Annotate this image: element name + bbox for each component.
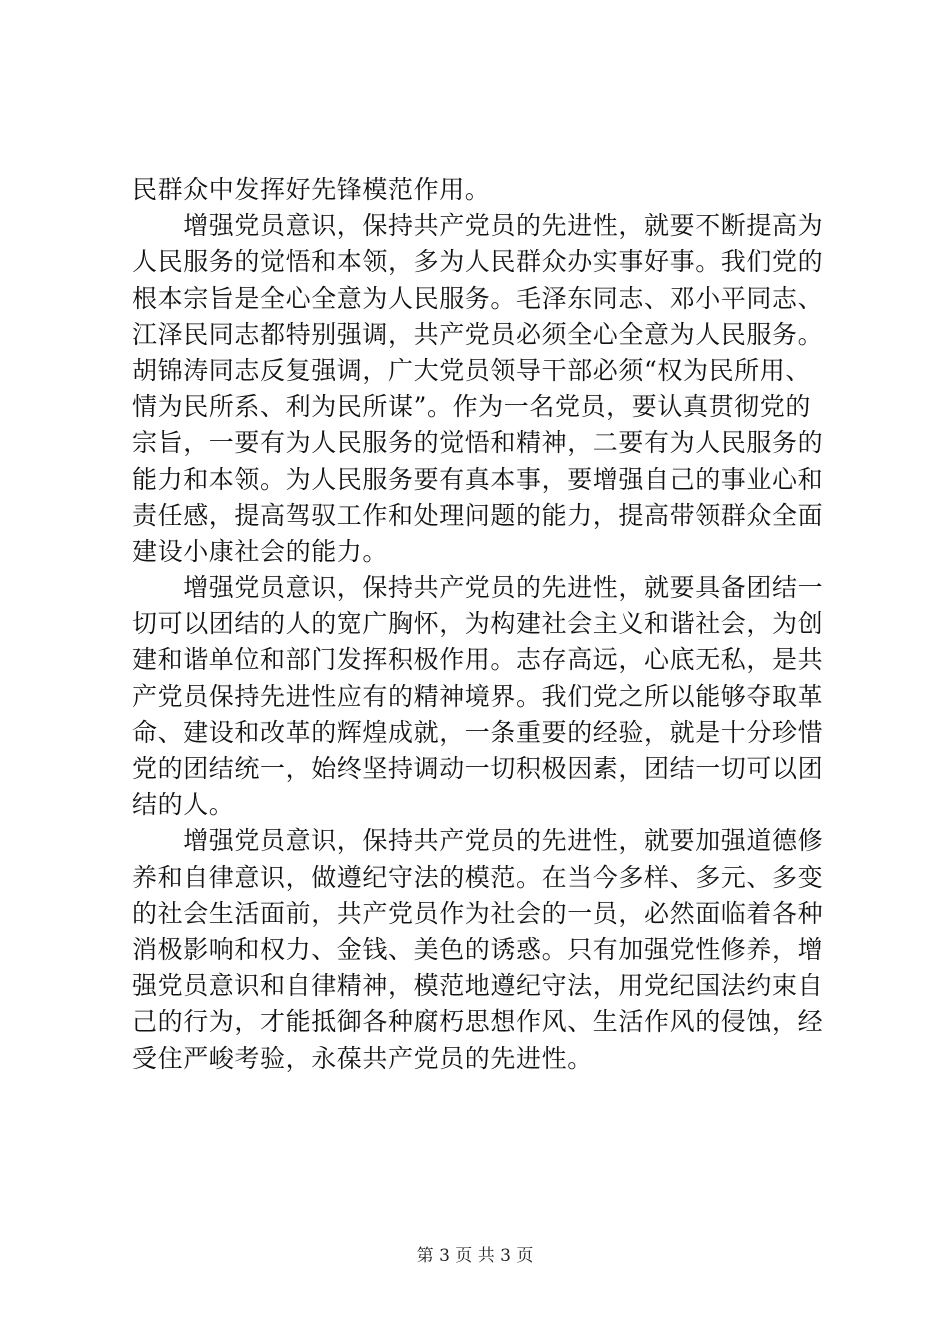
- text-line: 党的团结统一，始终坚持调动一切积极因素，团结一切可以团: [132, 754, 824, 783]
- text-line: 建设小康社会的能力。: [132, 536, 389, 566]
- body-text: [132, 172, 832, 1077]
- text-line: 情为民所系、利为民所谋”。作为一名党员，要认真贯彻党的: [132, 392, 811, 422]
- text-line: 受住严峻考验，永葆共产党员的先进性。: [132, 1043, 593, 1073]
- text-line: 增强党员意识，保持共产党员的先进性，就要具备团结一: [132, 573, 824, 603]
- text-line: 建和谐单位和部门发挥积极作用。志存高远，心底无私，是共: [132, 645, 824, 675]
- text-line: 增强党员意识，保持共产党员的先进性，就要加强道德修: [132, 826, 824, 856]
- text-line: 责任感，提高驾驭工作和处理问题的能力，提高带领群众全面: [132, 500, 824, 530]
- text-line: 根本宗旨是全心全意为人民服务。毛泽东同志、邓小平同志、: [132, 283, 824, 313]
- text-line: 人民服务的觉悟和本领，多为人民群众办实事好事。我们党的: [132, 247, 824, 277]
- text-line: 的社会生活面前，共产党员作为社会的一员，必然面临着各种: [132, 898, 824, 928]
- text-line: 产党员保持先进性应有的精神境界。我们党之所以能够夺取革: [132, 681, 824, 711]
- text-line: 江泽民同志都特别强调，共产党员必须全心全意为人民服务。: [132, 319, 824, 349]
- text-line: 增强党员意识，保持共产党员的先进性，就要不断提高为: [132, 211, 824, 241]
- text-line: 能力和本领。为人民服务要有真本事，要增强自己的事业心和: [132, 464, 824, 494]
- text-line: 养和自律意识，做遵纪守法的模范。在当今多样、多元、多变: [132, 862, 824, 892]
- text-line: 胡锦涛同志反复强调，广大党员领导干部必须“权为民所用、: [132, 355, 811, 385]
- text-line: 切可以团结的人的宽广胸怀，为构建社会主义和谐社会，为创: [132, 609, 824, 639]
- text-line: 命、建设和改革的辉煌成就，一条重要的经验，就是十分珍惜: [132, 717, 824, 747]
- page-footer: [0, 1244, 950, 1268]
- page-number-label: 第 3 页 共 3 页: [416, 1246, 534, 1266]
- text-line: 宗旨，一要有为人民服务的觉悟和精神，二要有为人民服务的: [132, 428, 824, 458]
- text-line: 强党员意识和自律精神，模范地遵纪守法，用党纪国法约束自: [132, 971, 824, 1001]
- text-line: 民群众中发挥好先锋模范作用。: [132, 175, 491, 204]
- text-line: 消极影响和权力、金钱、美色的诱惑。只有加强党性修养，增: [132, 934, 824, 964]
- text-line: 结的人。: [132, 790, 235, 820]
- text-line: 己的行为，才能抵御各种腐朽思想作风、生活作风的侵蚀，经: [132, 1007, 824, 1037]
